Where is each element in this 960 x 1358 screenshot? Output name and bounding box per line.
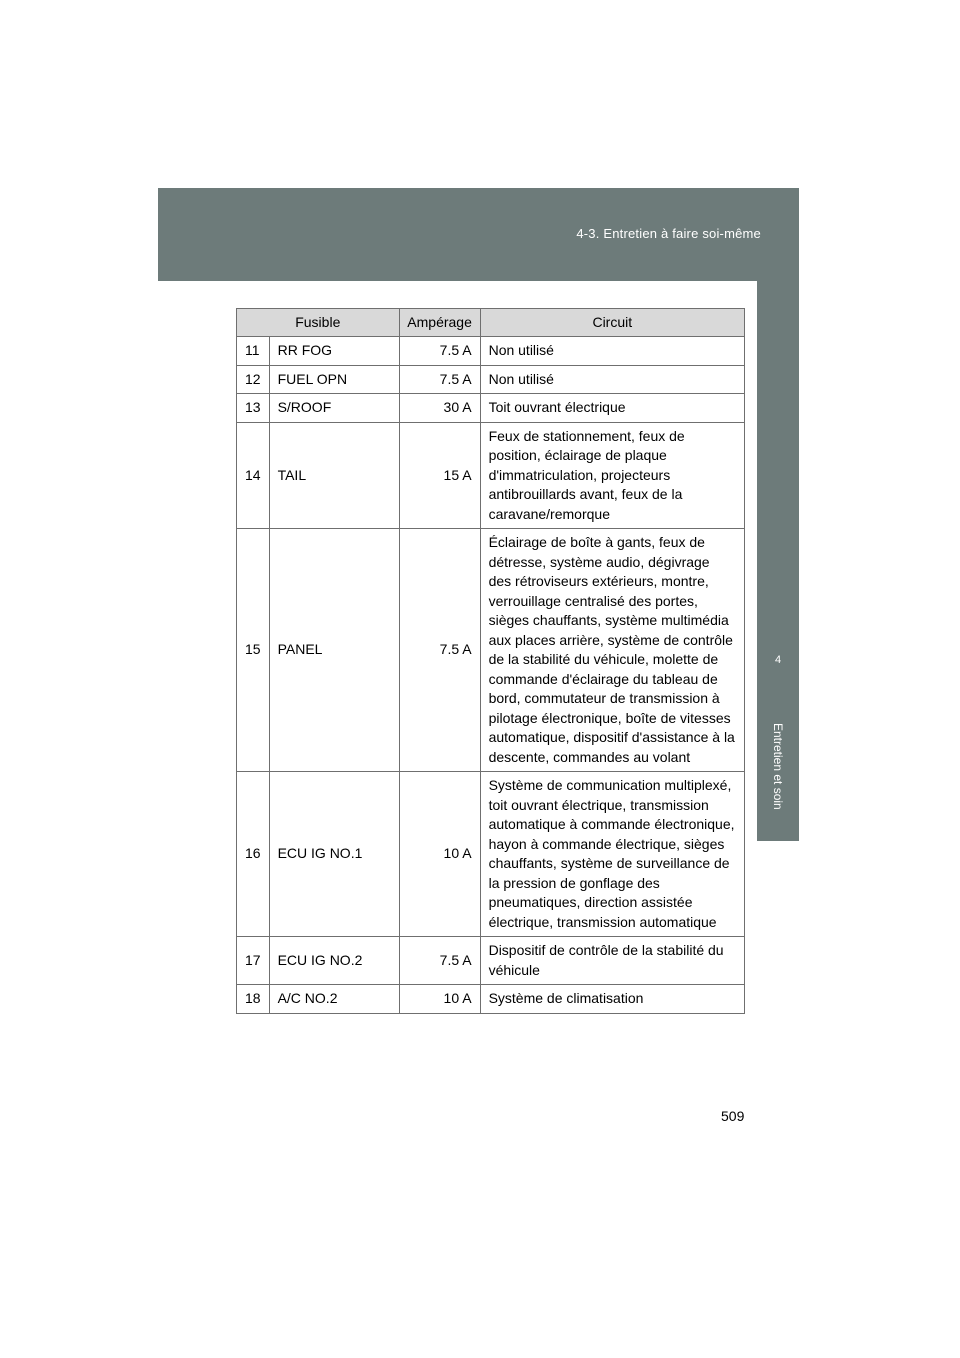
fuse-number: 12 — [237, 365, 270, 394]
fuse-name: PANEL — [269, 529, 399, 772]
header-circuit: Circuit — [480, 309, 744, 337]
fuse-number: 16 — [237, 772, 270, 937]
fuse-number: 11 — [237, 337, 270, 366]
table-row — [237, 422, 745, 529]
table-row — [237, 772, 745, 937]
fuse-amperage: 7.5 A — [399, 937, 480, 985]
table-header-row — [237, 309, 745, 337]
fuse-name: FUEL OPN — [269, 365, 399, 394]
fuse-circuit: Non utilisé — [480, 365, 744, 394]
fuse-amperage: 10 A — [399, 985, 480, 1014]
fuse-name: A/C NO.2 — [269, 985, 399, 1014]
fuse-name: RR FOG — [269, 337, 399, 366]
fuse-circuit: Dispositif de contrôle de la stabilité du véhicule — [480, 937, 744, 985]
fuse-amperage: 10 A — [399, 772, 480, 937]
table-row — [237, 394, 745, 423]
fuse-number: 18 — [237, 985, 270, 1014]
fuse-table — [236, 308, 745, 1014]
page-number: 509 — [721, 1108, 745, 1124]
fuse-name: ECU IG NO.2 — [269, 937, 399, 985]
table-row — [237, 365, 745, 394]
header-fuse: Fusible — [237, 309, 400, 337]
fuse-amperage: 7.5 A — [399, 365, 480, 394]
fuse-circuit: Non utilisé — [480, 337, 744, 366]
fuse-number: 17 — [237, 937, 270, 985]
chapter-side-tab — [757, 281, 799, 841]
fuse-name: S/ROOF — [269, 394, 399, 423]
fuse-amperage: 7.5 A — [399, 337, 480, 366]
fuse-circuit: Système de communication multiplexé, toit ouvrant électrique, transmission automatique à commande électronique, hayon à commande électrique, sièges chauffants, système de surveillance de la pression de gonflage des pneumatiques, direction assistée électrique, transmission automatique — [480, 772, 744, 937]
fuse-circuit: Système de climatisation — [480, 985, 744, 1014]
fuse-circuit: Éclairage de boîte à gants, feux de détresse, système audio, dégivrage des rétroviseurs extérieurs, montre, verrouillage centralisé des portes, sièges chauffants, système multimédia aux places arrière, système de contrôle de la stabilité du véhicule, molette de commande d'éclairage du tableau de bord, commutateur de transmission à pilotage électronique, boîte de vitesses automatique, dispositif d'assistance à la descente, commandes au volant — [480, 529, 744, 772]
chapter-number: 4 — [774, 654, 782, 666]
table-row — [237, 985, 745, 1014]
fuse-name: ECU IG NO.1 — [269, 772, 399, 937]
fuse-amperage: 30 A — [399, 394, 480, 423]
table-row — [237, 529, 745, 772]
section-title: 4-3. Entretien à faire soi-même — [576, 226, 761, 241]
fuse-number: 14 — [237, 422, 270, 529]
chapter-label: Entretien et soin — [771, 722, 785, 810]
section-header-band — [158, 188, 799, 281]
header-amperage: Ampérage — [399, 309, 480, 337]
fuse-number: 15 — [237, 529, 270, 772]
fuse-circuit: Toit ouvrant électrique — [480, 394, 744, 423]
fuse-number: 13 — [237, 394, 270, 423]
table-row — [237, 937, 745, 985]
fuse-amperage: 7.5 A — [399, 529, 480, 772]
fuse-name: TAIL — [269, 422, 399, 529]
fuse-amperage: 15 A — [399, 422, 480, 529]
table-row — [237, 337, 745, 366]
fuse-circuit: Feux de stationnement, feux de position, éclairage de plaque d'immatriculation, projecteurs antibrouillards avant, feux de la caravane/remorque — [480, 422, 744, 529]
